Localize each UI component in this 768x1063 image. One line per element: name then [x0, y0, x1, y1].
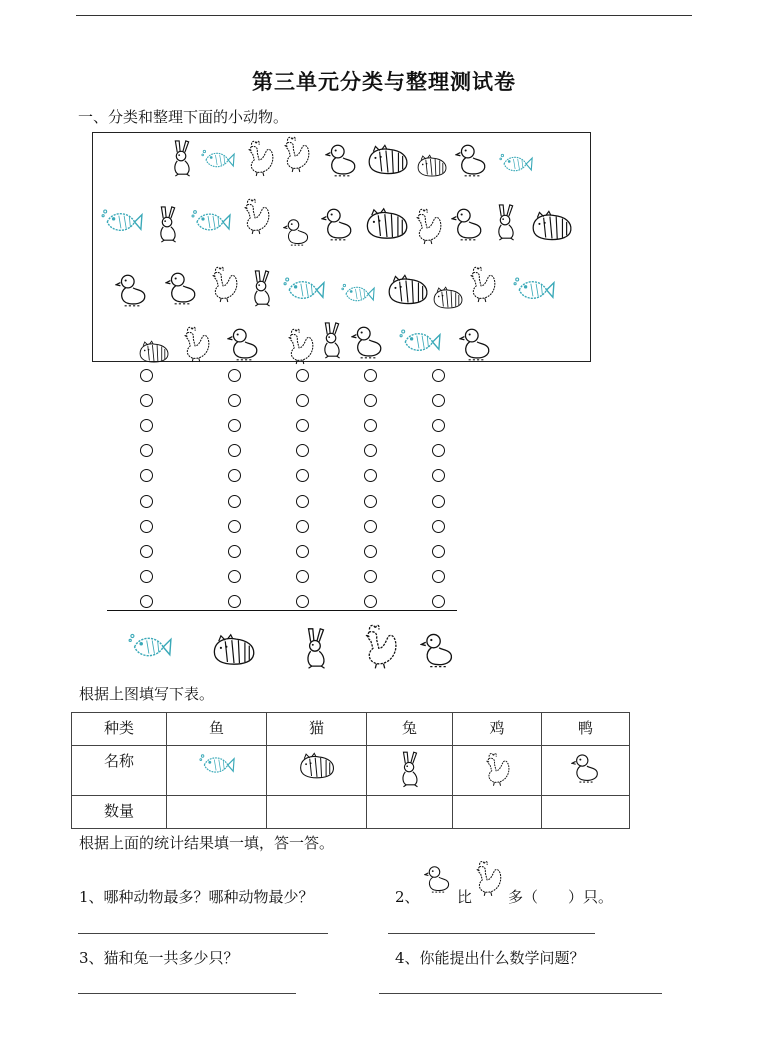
- fish-icon: [191, 203, 231, 241]
- fish-icon: [341, 275, 375, 313]
- chart-circle-cat[interactable]: [228, 369, 241, 382]
- chart-circle-rooster[interactable]: [364, 545, 377, 558]
- duck-icon: [325, 141, 359, 179]
- answer-line-1[interactable]: [78, 933, 328, 934]
- chart-circle-duck[interactable]: [432, 469, 445, 482]
- rabbit-icon: [396, 750, 424, 788]
- answer-line-2[interactable]: [388, 933, 595, 934]
- chart-circle-rabbit[interactable]: [296, 444, 309, 457]
- chart-circle-rabbit[interactable]: [296, 419, 309, 432]
- duck-icon: [571, 750, 601, 786]
- chart-circle-fish[interactable]: [140, 419, 153, 432]
- chart-circle-cat[interactable]: [228, 595, 241, 608]
- duck-icon: [459, 325, 493, 363]
- fish-icon: [199, 750, 235, 780]
- count-cell-fish[interactable]: [167, 796, 267, 829]
- name-cell-duck: [542, 746, 630, 796]
- cat-icon: [415, 147, 449, 185]
- header-cell-fish: 鱼: [167, 713, 267, 746]
- rooster-icon: [243, 139, 277, 177]
- chart-circle-cat[interactable]: [228, 570, 241, 583]
- rabbit-icon: [489, 203, 523, 241]
- table-instruction: 根据上图填写下表。: [79, 685, 215, 703]
- count-row-label: 数量: [72, 796, 167, 829]
- fish-icon: [513, 271, 555, 309]
- question-2-suffix: 多（ ）只。: [508, 888, 614, 906]
- rabbit-icon: [300, 626, 332, 670]
- count-cell-cat[interactable]: [267, 796, 367, 829]
- cat-icon: [365, 141, 411, 179]
- chart-circle-duck[interactable]: [432, 495, 445, 508]
- answer-line-4[interactable]: [379, 993, 662, 994]
- duck-icon: [420, 630, 456, 670]
- chart-circle-rooster[interactable]: [364, 520, 377, 533]
- chart-circle-duck[interactable]: [432, 369, 445, 382]
- fish-icon: [101, 203, 143, 241]
- cat-icon: [363, 205, 411, 243]
- duck-icon: [455, 141, 489, 179]
- chart-circle-rabbit[interactable]: [296, 394, 309, 407]
- table-name-row: [72, 746, 630, 796]
- chart-circle-rooster[interactable]: [364, 469, 377, 482]
- count-cell-duck[interactable]: [542, 796, 630, 829]
- chart-circle-fish[interactable]: [140, 444, 153, 457]
- chart-circle-rooster[interactable]: [364, 495, 377, 508]
- chart-circle-rooster[interactable]: [364, 570, 377, 583]
- chart-circle-duck[interactable]: [432, 520, 445, 533]
- header-rule: [76, 15, 692, 16]
- rooster-icon: [472, 858, 504, 898]
- question-2-compare-word: 比: [457, 888, 473, 906]
- chart-circle-rabbit[interactable]: [296, 369, 309, 382]
- chart-circle-fish[interactable]: [140, 570, 153, 583]
- chart-circle-cat[interactable]: [228, 520, 241, 533]
- table-count-row: [72, 796, 630, 829]
- chart-baseline: [107, 610, 457, 611]
- chart-circle-cat[interactable]: [228, 545, 241, 558]
- chart-circle-cat[interactable]: [228, 394, 241, 407]
- chart-circle-cat[interactable]: [228, 444, 241, 457]
- duck-icon: [351, 323, 385, 361]
- cat-icon: [529, 207, 575, 245]
- chart-circle-rabbit[interactable]: [296, 570, 309, 583]
- chart-circle-duck[interactable]: [432, 394, 445, 407]
- duck-icon: [424, 862, 452, 896]
- fish-icon: [499, 145, 533, 183]
- header-cell-duck: 鸭: [542, 713, 630, 746]
- questions-instruction: 根据上面的统计结果填一填，答一答。: [79, 834, 335, 852]
- chart-circle-rabbit[interactable]: [296, 595, 309, 608]
- chart-circle-duck[interactable]: [432, 419, 445, 432]
- chart-circle-rooster[interactable]: [364, 419, 377, 432]
- chart-circle-fish[interactable]: [140, 545, 153, 558]
- chart-circle-fish[interactable]: [140, 369, 153, 382]
- count-cell-rabbit[interactable]: [367, 796, 453, 829]
- rooster-icon: [360, 622, 400, 670]
- chart-circle-rooster[interactable]: [364, 595, 377, 608]
- answer-line-3[interactable]: [78, 993, 296, 994]
- rooster-icon: [207, 265, 241, 303]
- header-cell-kind: 种类: [72, 713, 167, 746]
- chart-circle-fish[interactable]: [140, 394, 153, 407]
- statistics-table: [71, 712, 630, 829]
- fish-icon: [128, 630, 172, 664]
- question-1: 1、哪种动物最多？哪种动物最少？: [79, 888, 314, 906]
- chart-circle-duck[interactable]: [432, 595, 445, 608]
- fish-icon: [283, 271, 325, 309]
- header-cell-cat: 猫: [267, 713, 367, 746]
- name-cell-rooster: [453, 746, 542, 796]
- chart-circle-rooster[interactable]: [364, 444, 377, 457]
- rabbit-icon: [151, 205, 185, 243]
- name-cell-cat: [267, 746, 367, 796]
- rooster-icon: [179, 325, 213, 363]
- question-3: 3、猫和兔一共多少只？: [79, 949, 239, 967]
- name-cell-fish: [167, 746, 267, 796]
- chart-circle-rabbit[interactable]: [296, 545, 309, 558]
- duck-icon: [321, 205, 355, 243]
- chart-circle-fish[interactable]: [140, 520, 153, 533]
- duck-icon: [165, 269, 199, 307]
- name-cell-rabbit: [367, 746, 453, 796]
- fish-icon: [399, 323, 441, 361]
- rabbit-icon: [315, 321, 349, 359]
- fish-icon: [201, 141, 235, 179]
- chart-circle-cat[interactable]: [228, 495, 241, 508]
- chart-circle-rabbit[interactable]: [296, 520, 309, 533]
- duck-icon: [283, 213, 311, 251]
- rabbit-icon: [165, 139, 199, 177]
- count-cell-rooster[interactable]: [453, 796, 542, 829]
- cat-icon: [385, 271, 431, 309]
- table-header-row: [72, 713, 630, 746]
- chart-circle-cat[interactable]: [228, 419, 241, 432]
- header-cell-rabbit: 兔: [367, 713, 453, 746]
- rooster-icon: [283, 327, 317, 365]
- duck-icon: [451, 205, 485, 243]
- question-2-prefix: 2、: [395, 888, 420, 906]
- cat-icon: [137, 333, 171, 371]
- chart-circle-fish[interactable]: [140, 495, 153, 508]
- chart-circle-cat[interactable]: [228, 469, 241, 482]
- chart-circle-duck[interactable]: [432, 444, 445, 457]
- chart-circle-rooster[interactable]: [364, 394, 377, 407]
- duck-icon: [115, 271, 149, 309]
- chart-circle-fish[interactable]: [140, 469, 153, 482]
- page-title: 第三单元分类与整理测试卷: [252, 70, 516, 94]
- chart-circle-duck[interactable]: [432, 545, 445, 558]
- chart-circle-rabbit[interactable]: [296, 469, 309, 482]
- question-4: 4、你能提出什么数学问题？: [395, 949, 585, 967]
- rabbit-icon: [245, 269, 279, 307]
- rooster-icon: [279, 135, 313, 173]
- chart-circle-fish[interactable]: [140, 595, 153, 608]
- rooster-icon: [239, 197, 273, 235]
- header-cell-rooster: 鸡: [453, 713, 542, 746]
- rooster-icon: [465, 265, 499, 303]
- rooster-icon: [482, 750, 512, 788]
- rooster-icon: [411, 207, 445, 245]
- chart-circle-duck[interactable]: [432, 570, 445, 583]
- chart-circle-rooster[interactable]: [364, 369, 377, 382]
- section-1-heading: 一、分类和整理下面的小动物。: [78, 108, 289, 126]
- cat-icon: [297, 750, 337, 782]
- duck-icon: [227, 325, 261, 363]
- cat-icon: [431, 279, 465, 317]
- name-row-label: 名称: [72, 746, 167, 796]
- animal-picture-box: [92, 132, 591, 362]
- cat-icon: [210, 632, 258, 668]
- chart-circle-rabbit[interactable]: [296, 495, 309, 508]
